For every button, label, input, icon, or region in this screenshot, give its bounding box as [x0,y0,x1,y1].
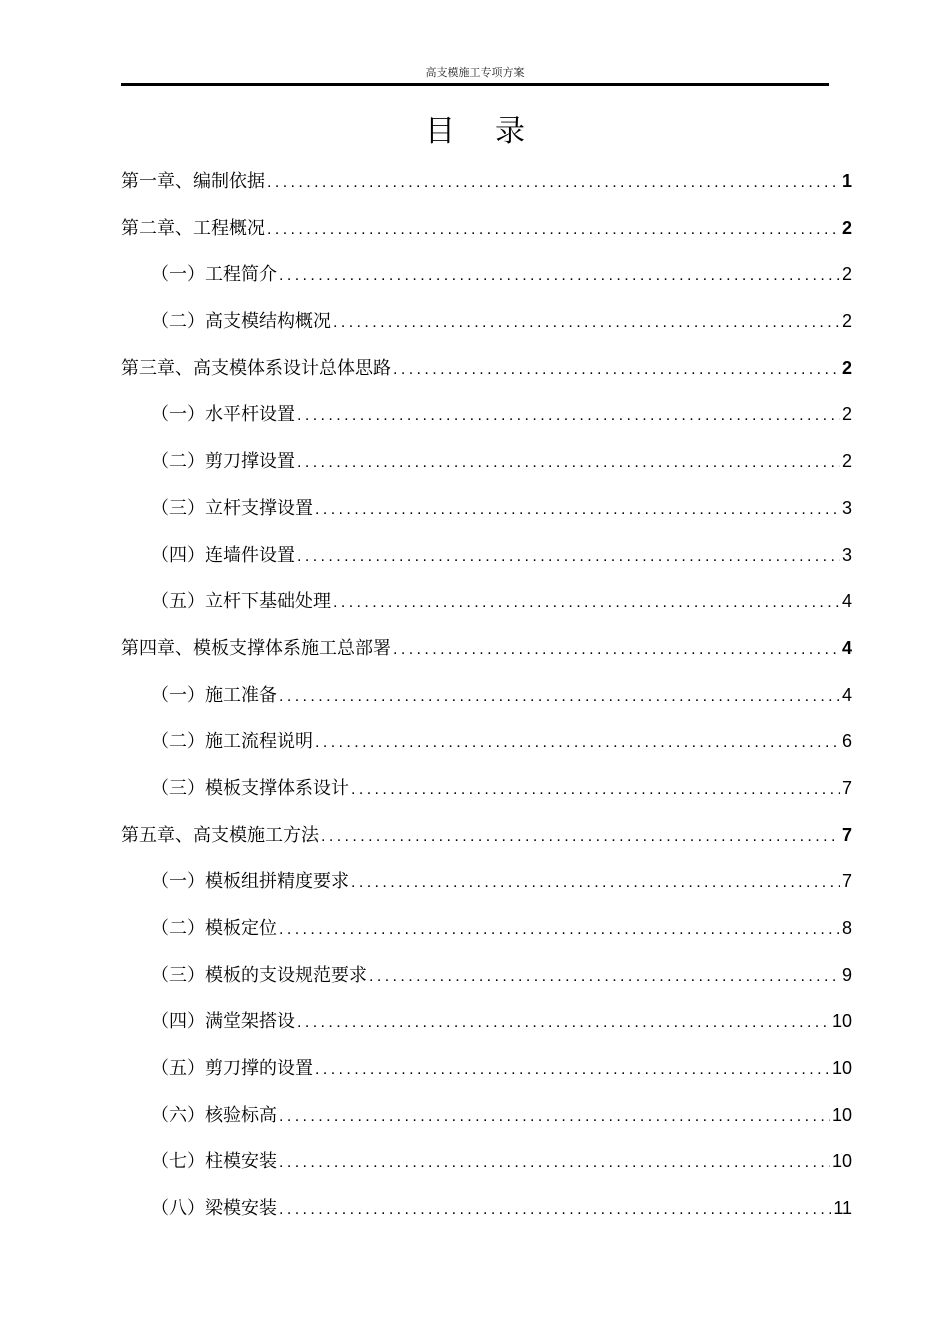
toc-leader-dots [333,580,840,627]
toc-page-number: 9 [841,964,852,985]
toc-page-number: 4 [841,637,852,658]
toc-entry-label: （四）满堂架搭设 [151,1011,295,1033]
toc-section-entry[interactable] [121,251,852,298]
toc-leader-dots [279,253,840,300]
toc-entry-label: 第一章、编制依据 [121,171,265,192]
toc-section-entry[interactable] [121,1045,852,1092]
toc-leader-dots [267,160,840,207]
toc-leader-dots [279,907,840,954]
toc-section-entry[interactable] [121,578,852,625]
toc-chapter-entry[interactable] [121,345,852,392]
header-rule [121,83,829,86]
toc-entry-label: 第四章、模板支撑体系施工总部署 [121,637,391,659]
toc-entry-label: （二）高支模结构概况 [151,311,331,333]
toc-page-number: 8 [841,918,852,938]
toc-leader-dots [315,720,840,767]
toc-entry-label: （四）连墙件设置 [151,544,295,566]
toc-section-entry[interactable] [121,905,852,952]
toc-chapter-entry[interactable] [121,625,852,672]
toc-leader-dots [315,1047,830,1094]
toc-page-number: 2 [841,311,852,332]
toc-section-entry[interactable] [121,485,852,532]
toc-leader-dots [297,534,840,581]
toc-page-number: 1 [841,171,852,191]
toc-title: 目录 [425,114,565,149]
toc-section-entry[interactable] [121,1138,852,1185]
toc-leader-dots [279,1187,831,1234]
toc-leader-dots [297,393,840,440]
toc-leader-dots [297,440,840,487]
toc-chapter-entry[interactable] [121,205,852,252]
toc-entry-label: （六）核验标高 [151,1104,277,1126]
toc-entry-label: （二）模板定位 [151,918,277,939]
toc-leader-dots [321,814,840,861]
toc-page-number: 10 [831,1104,852,1125]
toc-entry-label: （五）立杆下基础处理 [151,591,331,613]
toc-leader-dots [279,1140,830,1187]
toc-chapter-entry[interactable] [121,158,852,205]
toc-page-number: 6 [841,731,852,752]
toc-leader-dots [333,300,840,347]
toc-page-number: 4 [841,591,852,612]
toc-page-number: 2 [841,451,852,472]
toc-section-entry[interactable] [121,298,852,345]
toc-leader-dots [393,627,840,674]
toc-entry-label: （二）施工流程说明 [151,731,313,753]
toc-entry-label: （七）柱模安装 [151,1151,277,1173]
toc-page-number: 2 [841,264,852,285]
toc-entry-label: （五）剪刀撑的设置 [151,1058,313,1080]
toc-entry-label: （一）水平杆设置 [151,404,295,426]
toc-section-entry[interactable] [121,858,852,905]
toc-page-number: 3 [841,544,852,565]
toc-section-entry[interactable] [121,438,852,485]
toc-section-entry[interactable] [121,1185,852,1232]
toc-leader-dots [393,347,840,394]
toc-entry-label: （三）模板的支设规范要求 [151,964,367,986]
toc-entry-label: （一）模板组拼精度要求 [151,871,349,893]
toc-leader-dots [279,674,840,721]
toc-page-number: 10 [831,1011,852,1032]
toc-page-number: 10 [831,1058,852,1079]
toc-page-number: 2 [841,217,852,238]
toc-entry-label: 第三章、高支模体系设计总体思路 [121,357,391,379]
toc-leader-dots [267,207,840,254]
toc-entry-label: （三）模板支撑体系设计 [151,777,349,799]
toc-entry-label: （三）立杆支撑设置 [151,497,313,519]
toc-entry-label: 第二章、工程概况 [121,217,265,239]
toc-entry-label: （八）梁模安装 [151,1198,277,1220]
toc-entry-label: （一）施工准备 [151,684,277,706]
toc-page-number: 10 [831,1151,852,1172]
toc-entry-label: 第五章、高支模施工方法 [121,824,319,846]
running-header: 高支模施工专项方案 [425,66,525,79]
toc-section-entry[interactable] [121,391,852,438]
toc-page-number: 2 [841,404,852,425]
toc-leader-dots [297,1000,830,1047]
toc-page-number: 11 [833,1198,852,1219]
toc-section-entry[interactable] [121,532,852,579]
toc-page-number: 4 [841,684,852,705]
toc-page-number: 3 [841,497,852,518]
toc-entry-label: （二）剪刀撑设置 [151,451,295,473]
toc-section-entry[interactable] [121,672,852,719]
toc-leader-dots [351,860,840,907]
toc-section-entry[interactable] [121,998,852,1045]
toc-chapter-entry[interactable] [121,812,852,859]
toc-leader-dots [315,487,840,534]
toc-section-entry[interactable] [121,765,852,812]
toc-section-entry[interactable] [121,1092,852,1139]
toc-page-number: 7 [841,824,852,845]
toc-page-number: 7 [841,871,852,892]
toc-section-entry[interactable] [121,952,852,999]
toc-leader-dots [279,1094,830,1141]
toc-section-entry[interactable] [121,718,852,765]
toc-page-number: 7 [841,777,852,798]
toc-entry-label: （一）工程简介 [151,264,277,286]
toc-page-number: 2 [841,357,852,378]
toc-leader-dots [351,767,840,814]
table-of-contents [121,158,852,1232]
toc-leader-dots [369,954,840,1001]
